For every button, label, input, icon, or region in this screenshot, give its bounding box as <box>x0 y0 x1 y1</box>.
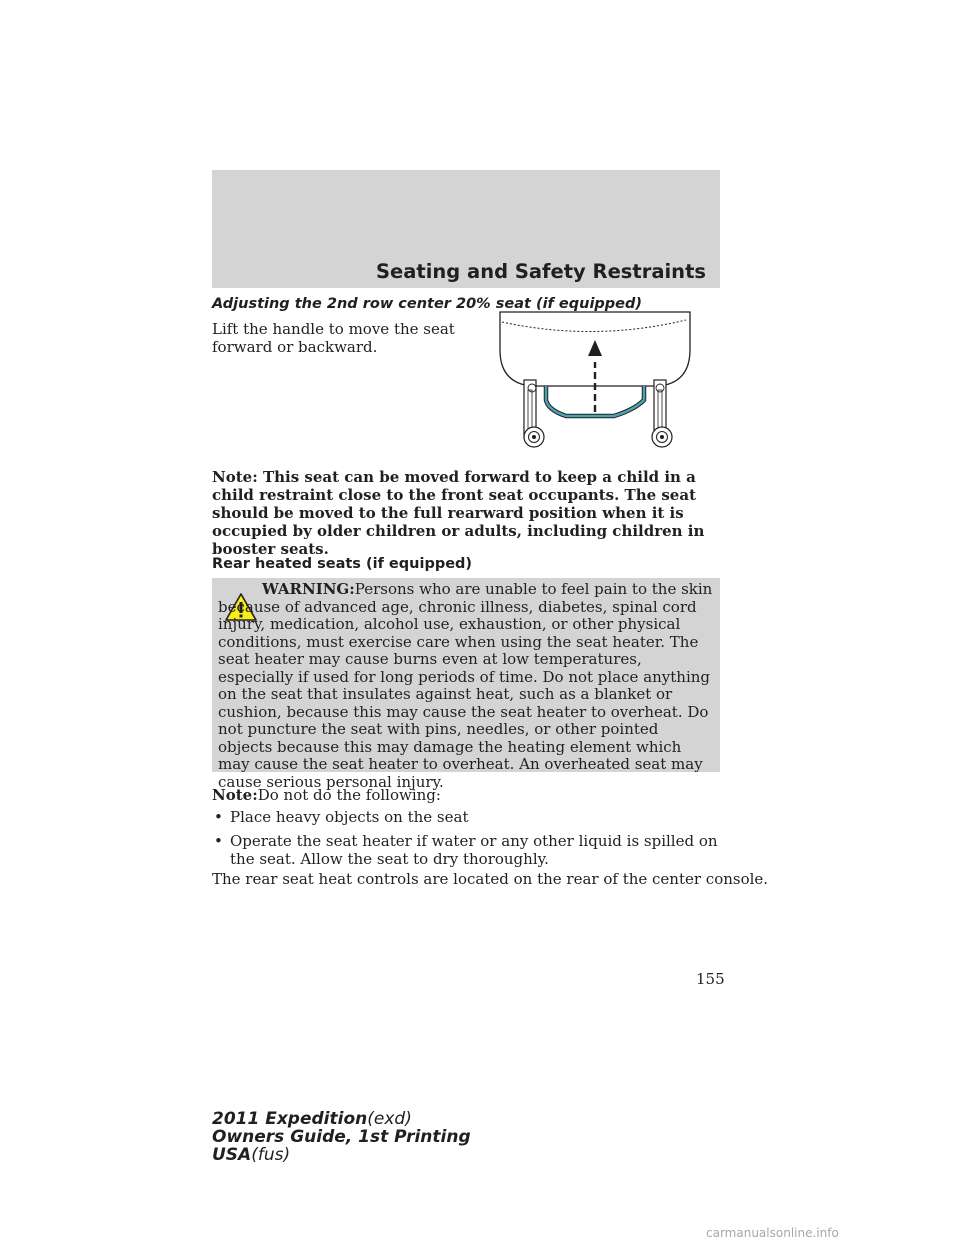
bullet-text: Place heavy objects on the seat <box>230 808 469 826</box>
intro-line-1: Lift the handle to move the seat <box>212 320 455 338</box>
closing-paragraph: The rear seat heat controls are located on the rear of the center console. <box>212 870 769 888</box>
page-number: 155 <box>696 970 725 988</box>
warning-box <box>212 578 720 791</box>
bullet-dot: • <box>214 832 223 850</box>
child-seat-note: Note: This seat can be moved forward to keep a child in a child restraint close to the front seat occupants. The seat should be moved to the full rearward position when it is occupied by older children or adults, including children in booster seats. <box>212 468 705 558</box>
heater-note-text: Do not do the following: <box>257 786 441 804</box>
warning-body: Persons who are unable to feel pain to the skin because of advanced age, chronic illness, diabetes, spinal cord injury, medication, alcohol use, exhaustion, or other physical conditions, must exercise care when using the seat heater. The seat heater may cause burns even at low temperatures, especially if used for long periods of time. Do not place anything on the seat that insulates against heat, such as a blanket or cushion, because this may cause the seat heater to overheat. Do not puncture the seat with pins, needles, or other pointed objects because this may damage the heating element which may cause the seat heater to overheat. An overheated seat may cause serious personal injury. <box>218 580 713 791</box>
heater-note-label: Note: <box>212 786 258 804</box>
section-heading-seat-adjust: Adjusting the 2nd row center 20% seat (if equipped) <box>212 296 643 312</box>
warning-text-block <box>218 581 716 791</box>
list-item <box>212 832 722 868</box>
heater-note <box>212 786 441 804</box>
intro-line-2: forward or backward. <box>212 338 378 356</box>
bullet-text: Operate the seat heater if water or any other liquid is spilled on the seat. Allow the seat to dry thoroughly. <box>230 832 718 868</box>
bullet-list <box>212 808 722 874</box>
watermark: carmanualsonline.info <box>706 1226 839 1240</box>
footer-model-code: (exd) <box>367 1109 412 1129</box>
intro-paragraph <box>212 320 462 356</box>
page-title: Seating and Safety Restraints <box>375 260 706 283</box>
list-item <box>212 808 722 826</box>
footer-market-code: (fus) <box>251 1145 291 1165</box>
section-heading-heated-seats: Rear heated seats (if equipped) <box>212 556 473 572</box>
footer-market: USA <box>212 1145 252 1165</box>
footer-model: 2011 Expedition <box>212 1109 368 1129</box>
warning-label: WARNING: <box>262 580 355 598</box>
print-footer <box>212 1110 471 1164</box>
header-band <box>212 170 720 288</box>
bullet-dot: • <box>214 808 223 826</box>
seat-handle-illustration <box>494 300 696 462</box>
footer-guide: Owners Guide, 1st Printing <box>212 1127 471 1147</box>
